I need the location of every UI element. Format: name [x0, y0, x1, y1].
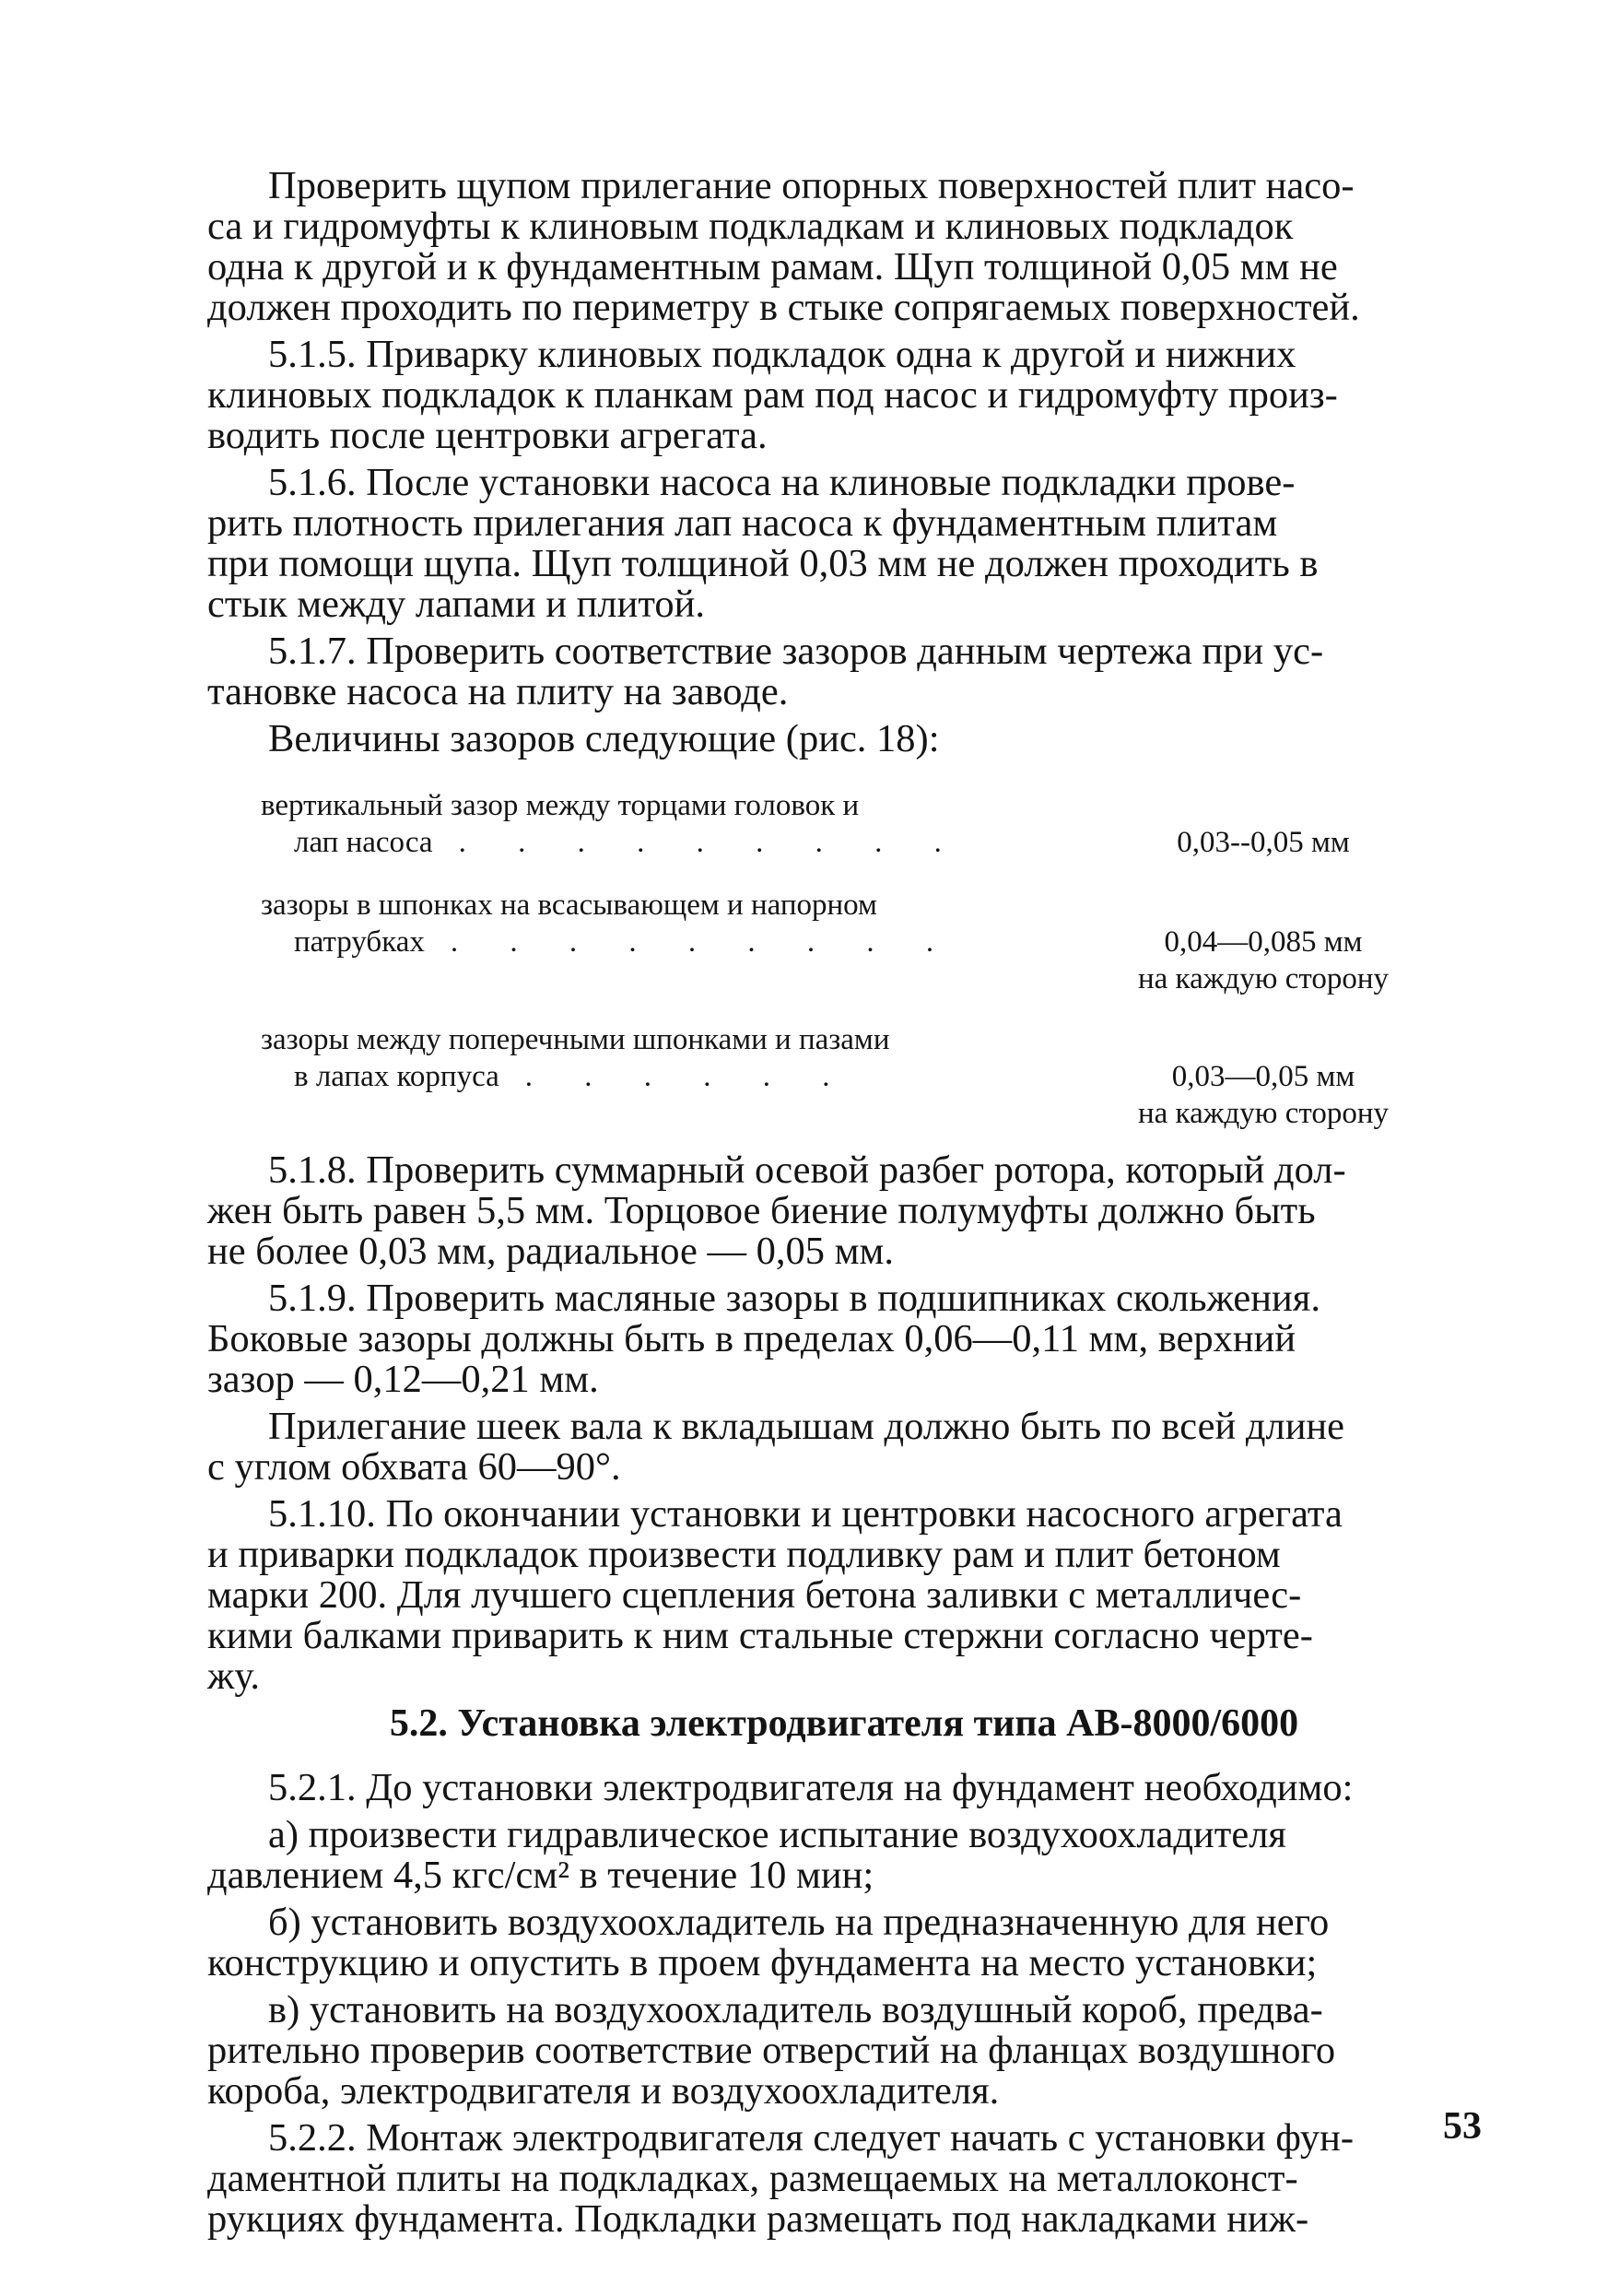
paragraph-5-1-6: 5.1.6. После установки насоса на клиновые подкладки прове- рить плотность прилегания лап насоса к фундаментным плитам при помощи щупа. Щуп толщиной 0,03 мм не должен проходить в стык между лапами и плитой. [207, 461, 1319, 626]
page-number: 53 [1443, 2105, 1482, 2148]
clearance-description: зазоры в шпонках на всасывающем и напорном патрубках . . . . . . . . . [261, 889, 956, 959]
paragraph-5-1-9: 5.1.9. Проверить масляные зазоры в подшипниках скольжения. Боковые зазоры должны быть в пределах 0,06—0,11 мм, верхний зазор — 0,12—0,21 мм. [207, 1277, 1320, 1401]
dot-leaders: . . . . . . [524, 1060, 852, 1093]
paragraph-5-2-2: 5.2.2. Монтаж электродвигателя следует начать с установки фун- даментной плиты на подкладках, размещаемых на металлоконст- рукциях фундамента. Подкладки размещать под накладками ниж- [207, 2116, 1355, 2241]
clearance-value: 0,04—0,085 мм на каждую сторону [1137, 925, 1390, 995]
paragraph-item-v: в) установить на воздухоохладитель воздушный короб, предва- рительно проверив соответствие отверстий на фланцах воздушного короба, электродвигателя и воздухоохладителя. [207, 1988, 1336, 2113]
clearance-row [261, 787, 1438, 861]
clearance-row [261, 887, 1438, 997]
paragraph-item-a: а) произвести гидравлическое испытание воздухоохладителя давлением 4,5 кгс/см² в течение 10 мин; [207, 1813, 1286, 1897]
paragraph-item-b: б) установить воздухоохладитель на предназначенную для него конструкцию и опустить в проем фундамента на место установки; [207, 1901, 1330, 1984]
clearance-description: зазоры между поперечными шпонками и пазами в лапах корпуса . . . . . . [261, 1023, 890, 1093]
paragraph-5-1-5: 5.1.5. Приварку клиновых подкладок одна к другой и нижних клиновых подкладок к планкам рам под насос и гидромуфту произ- водить после центровки агрегата. [207, 333, 1338, 457]
dot-leaders: . . . . . . . . . [450, 925, 956, 959]
section-heading-5-2: 5.2. Установка электродвигателя типа АВ-8000/6000 [389, 1702, 1299, 1745]
clearance-value: 0,03--0,05 мм [1177, 826, 1350, 859]
clearance-value: 0,03—0,05 мм на каждую сторону [1137, 1060, 1390, 1130]
paragraph-5-1-7: 5.1.7. Проверить соответствие зазоров данным чертежа при ус- тановке насоса на плиту на заводе. [207, 630, 1324, 713]
page-body [207, 166, 1481, 2246]
clearance-row [261, 1021, 1438, 1132]
clearance-description: вертикальный зазор между торцами головок и лап насоса . . . . . . . . . [261, 789, 964, 859]
paragraph-5-1-10: 5.1.10. По окончании установки и центровки насосного агрегата и приварки подкладок произвести подливку рам и плит бетоном марки 200. Для лучшего сцепления бетона заливки с металличес- кими балками приварить к ним стальные стержни согласно черте- жу. [207, 1492, 1343, 1698]
paragraph-shaft-contact: Прилегание шеек вала к вкладышам должно быть по всей длине с углом обхвата 60—90°. [207, 1405, 1345, 1489]
paragraph-shim-check: Проверить щупом прилегание опорных поверхностей плит насо- са и гидромуфты к клиновым подкладкам и клиновых подкладок одна к другой и к фундаментным рамам. Щуп толщиной 0,05 мм не должен проходить по периметру в стыке сопрягаемых поверхностей. [207, 164, 1360, 329]
paragraph-clearance-intro: Величины зазоров следующие (рис. 18): [268, 717, 940, 760]
clearance-table [261, 787, 1438, 1132]
paragraph-5-1-8: 5.1.8. Проверить суммарный осевой разбег ротора, который дол- жен быть равен 5,5 мм. Торцовое биение полумуфты должно быть не более 0,03 мм, радиальное — 0,05 мм. [207, 1148, 1346, 1273]
paragraph-5-2-1: 5.2.1. До установки электродвигателя на фундамент необходимо: [268, 1766, 1354, 1809]
dot-leaders: . . . . . . . . . [458, 826, 964, 859]
